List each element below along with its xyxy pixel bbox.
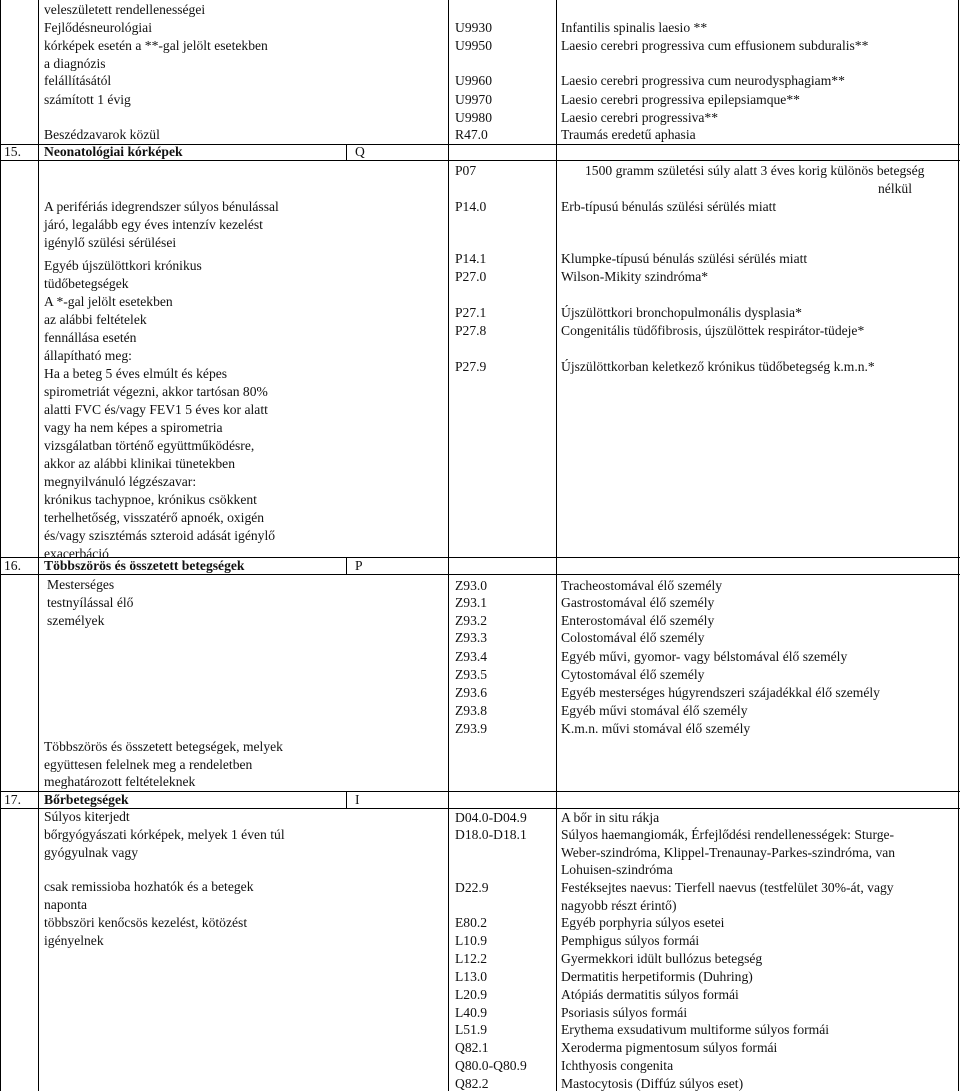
code-cell: U9970 xyxy=(455,92,493,107)
left-text-line: testnyílással élő xyxy=(47,595,134,610)
section-letter: P xyxy=(355,558,363,573)
left-text-line: Súlyos kiterjedt xyxy=(44,809,130,824)
left-text-line: tüdőbetegségek xyxy=(44,276,129,291)
code-cell: Z93.2 xyxy=(455,613,488,628)
description-cell: K.m.n. művi stomával élő személy xyxy=(561,721,751,736)
description-cell: Festéksejtes naevus: Tierfell naevus (testfelület 30%-át, vagy xyxy=(561,880,894,895)
left-text-line: gyógyulnak vagy xyxy=(44,845,139,860)
column-divider xyxy=(556,0,557,1091)
left-text-line: számított 1 évig xyxy=(44,92,131,107)
left-text-line: és/vagy szisztémás szteroid adását igénylő xyxy=(44,528,276,543)
description-cell: Laesio cerebri progressiva** xyxy=(561,110,719,125)
left-text-line: felállításától xyxy=(44,73,112,88)
code-cell: Z93.3 xyxy=(455,630,488,645)
left-text-line: többszöri kenőcsös kezelést, kötözést xyxy=(44,915,248,930)
left-text-line: Fejlődésneurológiai xyxy=(44,20,152,35)
row-divider xyxy=(0,791,960,792)
description-cell: Újszülöttkorban keletkező krónikus tüdőbetegség k.m.n.* xyxy=(561,359,875,374)
code-cell: P27.0 xyxy=(455,269,487,284)
left-text-line: igényelnek xyxy=(44,933,104,948)
left-text-line: személyek xyxy=(47,613,105,628)
left-text-line: bőrgyógyászati kórképek, melyek 1 éven túl xyxy=(44,827,285,842)
row-divider xyxy=(0,160,960,161)
left-text-line: akkor az alábbi klinikai tünetekben xyxy=(44,456,235,471)
code-cell: P07 xyxy=(455,163,477,178)
left-text-line: exacerbáció xyxy=(44,546,109,561)
description-cell: Laesio cerebri progressiva cum neurodysphagiam** xyxy=(561,73,845,88)
left-text-line: vagy ha nem képes a spirometria xyxy=(44,420,223,435)
code-cell: L10.9 xyxy=(455,933,488,948)
left-text-line: spirometriát végezni, akkor tartósan 80% xyxy=(44,384,268,399)
left-text-line: vizsgálatban történő együttműködésre, xyxy=(44,438,255,453)
description-cell: Erb-típusú bénulás szülési sérülés miatt xyxy=(561,199,777,214)
section-letter: I xyxy=(355,792,360,807)
description-cell: Infantilis spinalis laesio ** xyxy=(561,20,708,35)
left-text-line: kórképek esetén a **-gal jelölt esetekben xyxy=(44,38,268,53)
section-title: Többszörös és összetett betegségek xyxy=(44,558,245,573)
description-cell: Súlyos haemangiomák, Érfejlődési rendellenességek: Sturge- xyxy=(561,827,895,842)
left-text-line: veleszületett rendellenességei xyxy=(44,2,206,17)
description-cell: Wilson-Mikity szindróma* xyxy=(561,269,709,284)
section-number: 15. xyxy=(4,144,21,159)
left-text-line: járó, legalább egy éves intenzív kezelést xyxy=(44,217,263,232)
column-divider xyxy=(448,0,449,1091)
description-cell: Weber-szindróma, Klippel-Trenaunay-Parkes-szindróma, van xyxy=(561,845,896,860)
code-cell: P14.0 xyxy=(455,199,487,214)
left-text-line: az alábbi feltételek xyxy=(44,312,147,327)
code-cell: P27.8 xyxy=(455,323,487,338)
description-cell: Erythema exsudativum multiforme súlyos formái xyxy=(561,1022,830,1037)
table-border-left xyxy=(0,0,1,1091)
code-cell: Q80.0-Q80.9 xyxy=(455,1058,527,1073)
description-cell: Klumpke-típusú bénulás szülési sérülés miatt xyxy=(561,251,808,266)
description-cell: Gastrostomával élő személy xyxy=(561,595,715,610)
code-cell: D04.0-D04.9 xyxy=(455,810,527,825)
description-cell: Egyéb művi stomával élő személy xyxy=(561,703,748,718)
left-text-line: igénylő szülési sérülései xyxy=(44,235,177,250)
description-cell: Congenitális tüdőfibrosis, újszülöttek respirátor-tüdeje* xyxy=(561,323,865,338)
description-cell: Gyermekkori idült bullózus betegség xyxy=(561,951,763,966)
description-cell: Enterostomával élő személy xyxy=(561,613,715,628)
description-cell: Psoriasis súlyos formái xyxy=(561,1005,688,1020)
left-text-line: A perifériás idegrendszer súlyos bénulással xyxy=(44,199,279,214)
column-divider xyxy=(346,557,347,574)
code-cell: R47.0 xyxy=(455,127,488,142)
code-cell: L40.9 xyxy=(455,1005,488,1020)
description-cell: Xeroderma pigmentosum súlyos formái xyxy=(561,1040,778,1055)
description-cell: Dermatitis herpetiformis (Duhring) xyxy=(561,969,753,984)
code-cell: Z93.1 xyxy=(455,595,488,610)
section-title: Neonatológiai kórképek xyxy=(44,144,183,159)
column-divider xyxy=(38,0,39,1091)
left-text-line: Ha a beteg 5 éves elmúlt és képes xyxy=(44,366,228,381)
code-cell: D18.0-D18.1 xyxy=(455,827,527,842)
code-cell: Z93.8 xyxy=(455,703,488,718)
left-text-line: terhelhetőség, visszatérő apnoék, oxigén xyxy=(44,510,265,525)
left-text-line: naponta xyxy=(44,897,88,912)
column-divider xyxy=(346,791,347,808)
left-text-line: A *-gal jelölt esetekben xyxy=(44,294,173,309)
description-cell: Colostomával élő személy xyxy=(561,630,705,645)
code-cell: Z93.9 xyxy=(455,721,488,736)
description-cell: Cytostomával élő személy xyxy=(561,667,705,682)
description-cell: 1500 gramm születési súly alatt 3 éves korig különös betegség xyxy=(585,163,925,178)
code-cell: Z93.0 xyxy=(455,578,488,593)
left-text-line: meghatározott feltételeknek xyxy=(44,774,196,789)
left-text-line: Beszédzavarok közül xyxy=(44,127,160,142)
description-cell: Mastocytosis (Diffúz súlyos eset) xyxy=(561,1076,744,1091)
code-cell: L12.2 xyxy=(455,951,488,966)
code-cell: U9980 xyxy=(455,110,493,125)
left-text-line: alatti FVC és/vagy FEV1 5 éves kor alatt xyxy=(44,402,268,417)
description-cell: Egyéb mesterséges húgyrendszeri szájadékkal élő személy xyxy=(561,685,880,700)
code-cell: L51.9 xyxy=(455,1022,488,1037)
left-text-line: fennállása esetén xyxy=(44,330,137,345)
description-cell: Újszülöttkori bronchopulmonális dysplasia* xyxy=(561,305,802,320)
section-number: 16. xyxy=(4,558,21,573)
code-cell: L20.9 xyxy=(455,987,488,1002)
left-text-line: csak remissioba hozhatók és a betegek xyxy=(44,879,254,894)
column-divider xyxy=(346,144,347,160)
description-cell: Atópiás dermatitis súlyos formái xyxy=(561,987,739,1002)
description-cell: Egyéb porphyria súlyos esetei xyxy=(561,915,725,930)
description-cell: Lohuisen-szindróma xyxy=(561,862,673,877)
code-cell: Q82.2 xyxy=(455,1076,489,1091)
description-cell: Tracheostomával élő személy xyxy=(561,578,723,593)
code-cell: Q82.1 xyxy=(455,1040,489,1055)
code-cell: U9950 xyxy=(455,38,493,53)
description-cell: Laesio cerebri progressiva cum effusionem subduralis** xyxy=(561,38,869,53)
code-cell: Z93.4 xyxy=(455,649,488,664)
left-text-line: Mesterséges xyxy=(47,577,115,592)
description-cell: nélkül xyxy=(878,181,912,196)
left-text-line: krónikus tachypnoe, krónikus csökkent xyxy=(44,492,257,507)
left-text-line: Többszörös és összetett betegségek, melyek xyxy=(44,739,283,754)
left-text-line: megnyilvánuló légzészavar: xyxy=(44,474,197,489)
section-letter: Q xyxy=(355,144,365,159)
description-cell: Egyéb művi, gyomor- vagy bélstomával élő személy xyxy=(561,649,848,664)
left-text-line: Egyéb újszülöttkori krónikus xyxy=(44,258,202,273)
code-cell: D22.9 xyxy=(455,880,489,895)
description-cell: A bőr in situ rákja xyxy=(561,810,660,825)
table-border-right xyxy=(958,0,959,1091)
section-title: Bőrbetegségek xyxy=(44,792,129,807)
left-text-line: állapítható meg: xyxy=(44,348,132,363)
code-cell: U9960 xyxy=(455,73,493,88)
left-text-line: a diagnózis xyxy=(44,56,106,71)
code-cell: P14.1 xyxy=(455,251,487,266)
code-cell: Z93.5 xyxy=(455,667,488,682)
code-cell: E80.2 xyxy=(455,915,488,930)
description-cell: Traumás eredetű aphasia xyxy=(561,127,696,142)
description-cell: Ichthyosis congenita xyxy=(561,1058,674,1073)
description-cell: nagyobb részt érintő) xyxy=(561,898,677,913)
row-divider xyxy=(0,574,960,575)
code-cell: Z93.6 xyxy=(455,685,488,700)
description-cell: Laesio cerebri progressiva epilepsiamque** xyxy=(561,92,800,107)
code-cell: U9930 xyxy=(455,20,493,35)
code-cell: L13.0 xyxy=(455,969,488,984)
code-cell: P27.9 xyxy=(455,359,487,374)
left-text-line: együttesen felelnek meg a rendeletben xyxy=(44,757,253,772)
description-cell: Pemphigus súlyos formái xyxy=(561,933,700,948)
section-number: 17. xyxy=(4,792,21,807)
code-cell: P27.1 xyxy=(455,305,487,320)
